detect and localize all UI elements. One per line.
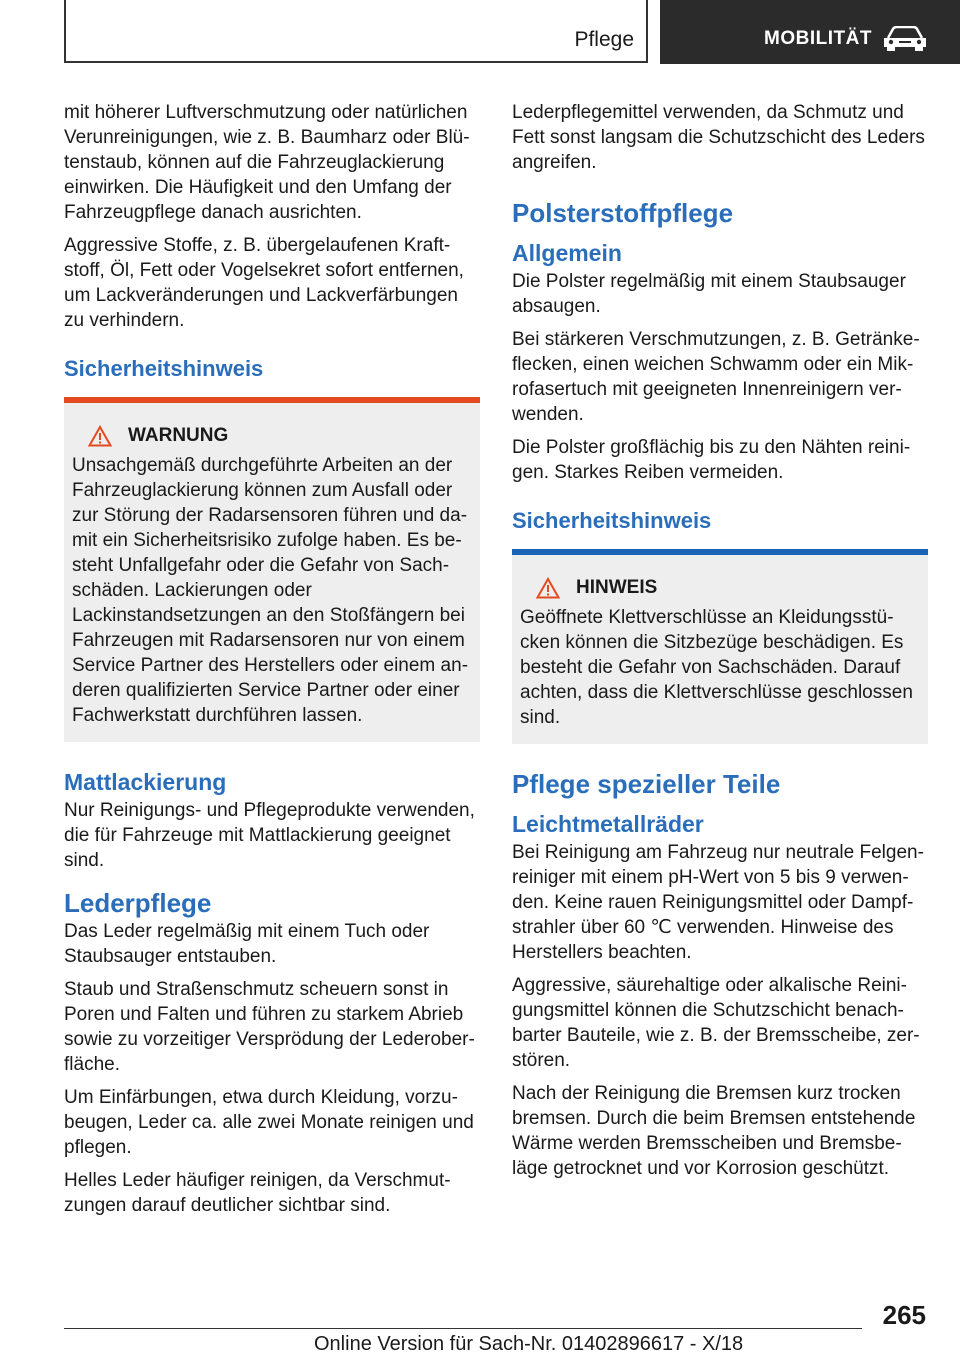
footer-divider (64, 1328, 862, 1329)
warning-title-row (72, 425, 472, 447)
paragraph: Die Polster großflächig bis zu den Nähten reinigen. Starkes Reiben vermeiden. (512, 437, 911, 483)
warning-triangle-icon (88, 425, 112, 447)
paragraph: Aggressive, säurehaltige oder alkalische Reinigungsmittel können die Schutzschicht benachbarter Bauteile, wie z. B. der Bremsscheibe, zerstören. (512, 975, 920, 1071)
warning-text: Unsachgemäß durchgeführte Arbeiten an der Fahrzeuglackierung können zum Ausfall oder zur Störung der Radarsensoren führen und damit ein Sicherheitsrisiko zufolge haben. Es besteht Unfallgefahr oder die Gefahr von Sachschäden. Lackierungen oder Lackinstandsetzungen an den Stoßfängern bei Fahrzeugen mit Radarsensoren nur von einem Service Partner des Herstellers oder einem anderen qualifizierten Service Partner oder einer Fachwerkstatt durchführen lassen. (72, 455, 469, 726)
header-section-box (64, 0, 648, 63)
paragraph: Nur Reinigungs- und Pflegeprodukte verwenden, die für Fahrzeuge mit Mattlackierung geeignet sind. (64, 800, 475, 871)
page-number: 265 (882, 1300, 926, 1330)
hint-body (512, 555, 928, 744)
hint-title-row (520, 577, 920, 599)
hint-box (512, 549, 928, 744)
paragraph: mit höherer Luftverschmutzung oder natürlichen Verunreinigungen, wie z. B. Baumharz oder Blütenstaub, können auf die Fahrzeuglackierung einwirken. Die Häufigkeit und den Umfang der Fahrzeugpflege danach ausrichten. (64, 102, 470, 223)
paragraph: Bei stärkeren Verschmutzungen, z. B. Getränkeflecken, einen weichen Schwamm oder ein Mikrofasertuch mit geeigneten Innenreinigern verwenden. (512, 329, 920, 425)
paragraph: Die Polster regelmäßig mit einem Staubsauger absaugen. (512, 271, 906, 317)
right-column (512, 100, 928, 1189)
warning-triangle-icon (536, 577, 560, 599)
paragraph: Lederpflegemittel verwenden, da Schmutz und Fett sonst langsam die Schutzschicht des Leders angreifen. (512, 102, 925, 173)
section-heading-safety: Sicherheitshinweis (64, 356, 264, 381)
heading-allgemein: Allgemein (512, 240, 622, 266)
paragraph: Das Leder regelmäßig mit einem Tuch oder Staubsauger entstauben. (64, 921, 430, 967)
car-icon (882, 26, 928, 52)
warning-body (64, 403, 480, 742)
warning-title: WARNUNG (128, 425, 229, 446)
heading-polsterstoffpflege: Polsterstoffpflege (512, 198, 734, 228)
footer-text: Online Version für Sach-Nr. 01402896617 - X/18 (314, 1333, 744, 1355)
warning-box (64, 397, 480, 742)
left-column (64, 100, 480, 1226)
header-chapter-box (660, 0, 960, 64)
heading-lederpflege: Lederpflege (64, 888, 212, 918)
hint-title: HINWEIS (576, 577, 658, 598)
paragraph: Nach der Reinigung die Bremsen kurz trocken bremsen. Durch die beim Bremsen entstehende Wärme werden Bremsscheiben und Bremsbeläge getrocknet und vor Korrosion geschützt. (512, 1083, 916, 1179)
section-heading-safety: Sicherheitshinweis (512, 508, 712, 533)
paragraph: Helles Leder häufiger reinigen, da Verschmutzungen darauf deutlicher sichtbar sind. (64, 1170, 451, 1216)
paragraph: Aggressive Stoffe, z. B. übergelaufenen Kraftstoff, Öl, Fett oder Vogelsekret sofort entfernen, um Lackveränderungen und Lackverfärbungen zu verhindern. (64, 235, 464, 331)
hint-text: Geöffnete Klettverschlüsse an Kleidungsstücken können die Sitzbezüge beschädigen. Es besteht die Gefahr von Sachschäden. Darauf achten, dass die Klettverschlüsse geschlossen sind. (520, 607, 913, 728)
heading-pflege-spezieller-teile: Pflege spezieller Teile (512, 769, 781, 799)
paragraph: Staub und Straßenschmutz scheuern sonst in Poren und Falten und führen zu starkem Abrieb sowie zu vorzeitiger Versprödung der Lederoberfläche. (64, 979, 475, 1075)
paragraph: Um Einfärbungen, etwa durch Kleidung, vorzubeugen, Leder ca. alle zwei Monate reinigen und pflegen. (64, 1087, 474, 1158)
header-section-title: Pflege (574, 28, 634, 51)
heading-mattlackierung: Mattlackierung (64, 769, 227, 795)
paragraph: Bei Reinigung am Fahrzeug nur neutrale Felgenreiniger mit einem pH-Wert von 5 bis 9 verwenden. Keine rauen Reinigungsmittel oder Dampfstrahler über 60 ℃ verwenden. Hinweise des Herstellers beachten. (512, 842, 924, 963)
heading-leichtmetallraeder: Leichtmetallräder (512, 811, 704, 837)
header-chapter-title: MOBILITÄT (764, 28, 872, 49)
